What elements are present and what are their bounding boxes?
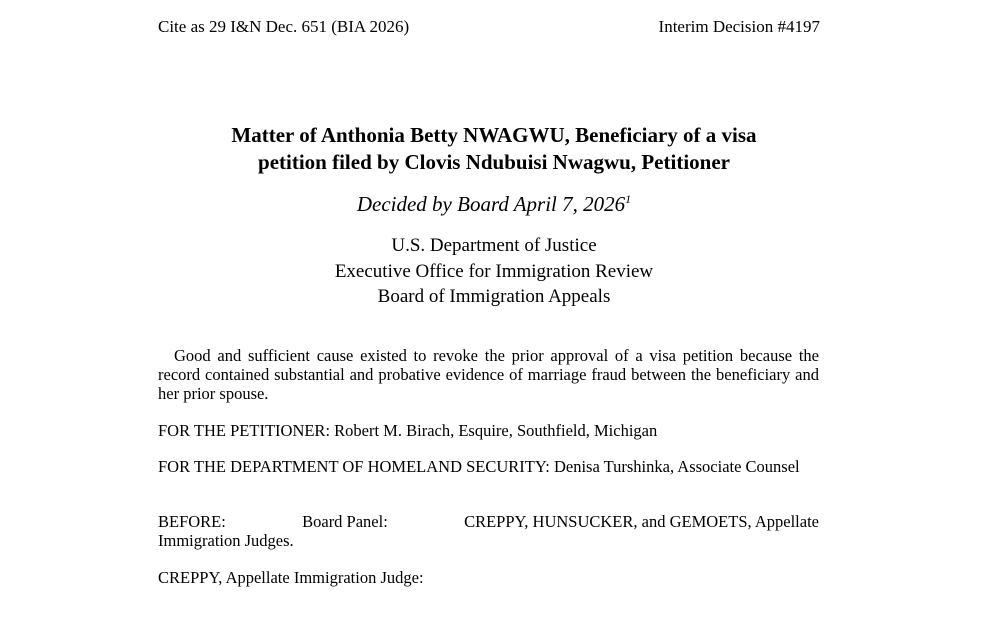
case-title-line-1: Matter of Anthonia Betty NWAGWU, Beneficiary of a visa — [231, 123, 757, 147]
counsel-dhs: FOR THE DEPARTMENT OF HOMELAND SECURITY: Denisa Turshinka, Associate Counsel — [158, 457, 800, 476]
agency-line-1: U.S. Department of Justice — [391, 235, 597, 256]
before-label: BEFORE: — [158, 512, 226, 531]
agency-line-2: Executive Office for Immigration Review — [334, 260, 654, 282]
decided-text: Decided by Board April 7, 2026 — [356, 192, 626, 216]
decided-date — [100, 191, 888, 218]
headnote: Good and sufficient cause existed to revoke the prior approval of a visa petition because the record contained substantial and probative evidence of marriage fraud between the beneficiary and her prior spouse. — [158, 346, 819, 403]
agency-block — [100, 233, 888, 310]
before-panel-line-1 — [158, 512, 819, 531]
running-header — [158, 17, 820, 39]
opinion-author: CREPPY, Appellate Immigration Judge: — [158, 568, 424, 587]
before-panel — [158, 512, 819, 550]
agency-line-3: Board of Immigration Appeals — [377, 286, 611, 307]
interim-decision-number: Interim Decision #4197 — [658, 17, 820, 36]
board-panel-label: Board Panel: — [302, 512, 388, 531]
case-title — [100, 122, 888, 176]
citation: Cite as 29 I&N Dec. 651 (BIA 2026) — [158, 17, 410, 36]
case-title-line-2: petition filed by Clovis Ndubuisi Nwagwu, Petitioner — [258, 150, 730, 174]
counsel-petitioner: FOR THE PETITIONER: Robert M. Birach, Esquire, Southfield, Michigan — [158, 421, 658, 440]
panel-judges: CREPPY, HUNSUCKER, and GEMOETS, Appellate — [464, 512, 819, 531]
before-panel-line-2: Immigration Judges. — [158, 531, 294, 550]
footnote-marker[interactable]: 1 — [625, 192, 632, 206]
